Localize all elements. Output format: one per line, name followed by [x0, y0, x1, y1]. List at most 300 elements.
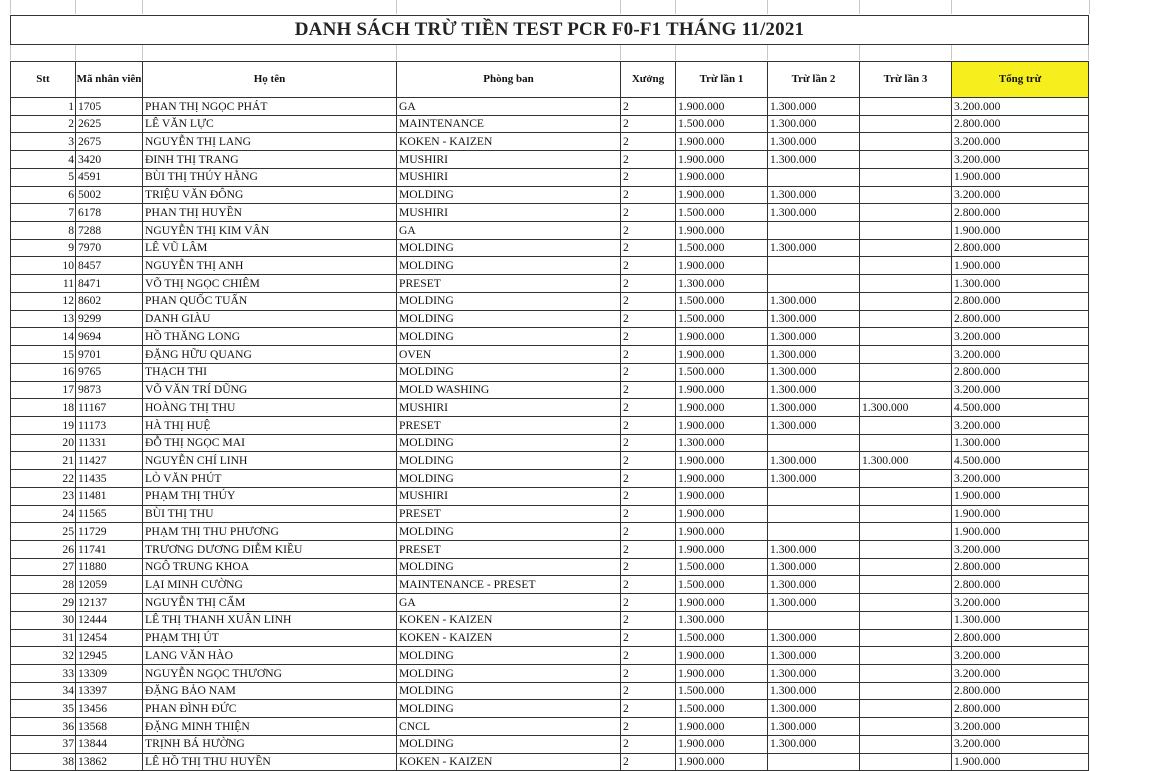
cell-stt: 11	[11, 275, 76, 293]
cell-workshop: 2	[621, 611, 676, 629]
cell-deduction-3	[860, 292, 952, 310]
cell-stt: 36	[11, 718, 76, 736]
cell-stt: 21	[11, 452, 76, 470]
cell-deduction-3	[860, 470, 952, 488]
cell-full-name: ĐẶNG HỮU QUANG	[143, 346, 397, 364]
cell-total: 2.800.000	[952, 576, 1089, 594]
cell-total: 1.300.000	[952, 275, 1089, 293]
cell-total: 3.200.000	[952, 346, 1089, 364]
cell-department: MOLDING	[397, 735, 621, 753]
cell-employee-id: 2625	[76, 115, 143, 133]
cell-deduction-2: 1.300.000	[768, 346, 860, 364]
cell-deduction-2	[768, 753, 860, 771]
cell-stt: 26	[11, 540, 76, 558]
cell-stt: 9	[11, 239, 76, 257]
cell-department: MOLDING	[397, 363, 621, 381]
cell-full-name: NGUYỄN THỊ KIM VÂN	[143, 222, 397, 240]
cell-deduction-3	[860, 523, 952, 541]
cell-department: MOLDING	[397, 292, 621, 310]
cell-department: MOLDING	[397, 647, 621, 665]
cell-total: 1.900.000	[952, 753, 1089, 771]
cell-workshop: 2	[621, 505, 676, 523]
cell-deduction-1: 1.900.000	[676, 257, 768, 275]
cell-full-name: PHAN QUỐC TUẤN	[143, 292, 397, 310]
cell-workshop: 2	[621, 647, 676, 665]
cell-deduction-1: 1.900.000	[676, 168, 768, 186]
cell-stt: 4	[11, 151, 76, 169]
cell-deduction-2: 1.300.000	[768, 151, 860, 169]
cell-workshop: 2	[621, 328, 676, 346]
cell-full-name: TRỊNH BÁ HƯỜNG	[143, 735, 397, 753]
cell-deduction-1: 1.900.000	[676, 133, 768, 151]
table-row	[11, 700, 1089, 718]
cell-deduction-3	[860, 98, 952, 116]
cell-deduction-3	[860, 151, 952, 169]
cell-deduction-2	[768, 505, 860, 523]
cell-deduction-2: 1.300.000	[768, 682, 860, 700]
cell-stt: 27	[11, 558, 76, 576]
cell-employee-id: 9873	[76, 381, 143, 399]
cell-deduction-3	[860, 558, 952, 576]
table-row	[11, 151, 1089, 169]
cell-department: GA	[397, 222, 621, 240]
cell-stt: 35	[11, 700, 76, 718]
cell-workshop: 2	[621, 576, 676, 594]
cell-full-name: ĐẶNG BẢO NAM	[143, 682, 397, 700]
cell-full-name: LÊ THỊ THANH XUÂN LINH	[143, 611, 397, 629]
cell-workshop: 2	[621, 487, 676, 505]
cell-employee-id: 11481	[76, 487, 143, 505]
cell-employee-id: 9694	[76, 328, 143, 346]
cell-stt: 17	[11, 381, 76, 399]
table-row	[11, 292, 1089, 310]
cell-deduction-3	[860, 487, 952, 505]
cell-employee-id: 12454	[76, 629, 143, 647]
cell-deduction-2	[768, 487, 860, 505]
cell-deduction-2: 1.300.000	[768, 363, 860, 381]
cell-employee-id: 13568	[76, 718, 143, 736]
table-row	[11, 328, 1089, 346]
cell-workshop: 2	[621, 151, 676, 169]
cell-department: MOLDING	[397, 257, 621, 275]
cell-deduction-1: 1.300.000	[676, 611, 768, 629]
cell-employee-id: 13309	[76, 665, 143, 683]
cell-stt: 28	[11, 576, 76, 594]
cell-stt: 23	[11, 487, 76, 505]
cell-deduction-2: 1.300.000	[768, 416, 860, 434]
cell-deduction-3	[860, 700, 952, 718]
cell-full-name: NGUYỄN NGỌC THƯƠNG	[143, 665, 397, 683]
cell-department: CNCL	[397, 718, 621, 736]
table-row	[11, 505, 1089, 523]
cell-deduction-1: 1.900.000	[676, 487, 768, 505]
cell-department: MAINTENANCE - PRESET	[397, 576, 621, 594]
cell-deduction-2: 1.300.000	[768, 647, 860, 665]
cell-total: 2.800.000	[952, 292, 1089, 310]
table-row	[11, 665, 1089, 683]
cell-total: 3.200.000	[952, 381, 1089, 399]
cell-deduction-1: 1.900.000	[676, 753, 768, 771]
cell-total: 2.800.000	[952, 239, 1089, 257]
cell-workshop: 2	[621, 629, 676, 647]
cell-employee-id: 11565	[76, 505, 143, 523]
cell-deduction-3	[860, 328, 952, 346]
cell-deduction-2: 1.300.000	[768, 718, 860, 736]
cell-deduction-3	[860, 222, 952, 240]
cell-total: 3.200.000	[952, 647, 1089, 665]
cell-stt: 19	[11, 416, 76, 434]
cell-total: 3.200.000	[952, 735, 1089, 753]
table-row	[11, 558, 1089, 576]
cell-employee-id: 7970	[76, 239, 143, 257]
cell-full-name: NGUYỄN THỊ ANH	[143, 257, 397, 275]
header-deduction-1: Trừ lần 1	[676, 62, 768, 98]
cell-deduction-3	[860, 168, 952, 186]
cell-workshop: 2	[621, 416, 676, 434]
cell-department: MOLDING	[397, 523, 621, 541]
cell-total: 3.200.000	[952, 470, 1089, 488]
cell-total: 3.200.000	[952, 665, 1089, 683]
table-row	[11, 98, 1089, 116]
cell-deduction-1: 1.900.000	[676, 399, 768, 417]
cell-full-name: LÊ VŨ LÂM	[143, 239, 397, 257]
blank-row	[10, 45, 1089, 60]
table-row	[11, 611, 1089, 629]
cell-workshop: 2	[621, 239, 676, 257]
cell-deduction-1: 1.900.000	[676, 416, 768, 434]
cell-department: MOLDING	[397, 665, 621, 683]
cell-deduction-1: 1.500.000	[676, 239, 768, 257]
cell-employee-id: 12945	[76, 647, 143, 665]
header-employee-id: Mã nhân viên	[76, 62, 143, 98]
cell-total: 3.200.000	[952, 718, 1089, 736]
cell-deduction-2: 1.300.000	[768, 735, 860, 753]
cell-deduction-1: 1.900.000	[676, 665, 768, 683]
cell-deduction-3	[860, 505, 952, 523]
cell-total: 1.900.000	[952, 523, 1089, 541]
cell-department: MOLDING	[397, 452, 621, 470]
cell-deduction-1: 1.500.000	[676, 576, 768, 594]
cell-full-name: TRIỆU VĂN ĐÔNG	[143, 186, 397, 204]
cell-deduction-3	[860, 346, 952, 364]
cell-department: MUSHIRI	[397, 168, 621, 186]
cell-workshop: 2	[621, 133, 676, 151]
cell-total: 2.800.000	[952, 363, 1089, 381]
cell-total: 2.800.000	[952, 204, 1089, 222]
cell-deduction-3	[860, 647, 952, 665]
cell-deduction-2: 1.300.000	[768, 594, 860, 612]
cell-deduction-3	[860, 753, 952, 771]
cell-total: 3.200.000	[952, 98, 1089, 116]
cell-workshop: 2	[621, 735, 676, 753]
cell-deduction-2: 1.300.000	[768, 540, 860, 558]
cell-department: MOLD WASHING	[397, 381, 621, 399]
cell-employee-id: 11167	[76, 399, 143, 417]
cell-deduction-3	[860, 275, 952, 293]
cell-deduction-3	[860, 611, 952, 629]
cell-deduction-3	[860, 204, 952, 222]
cell-deduction-1: 1.500.000	[676, 310, 768, 328]
cell-full-name: PHẠM THỊ THÚY	[143, 487, 397, 505]
cell-deduction-2	[768, 434, 860, 452]
cell-workshop: 2	[621, 310, 676, 328]
cell-workshop: 2	[621, 292, 676, 310]
cell-stt: 33	[11, 665, 76, 683]
cell-department: KOKEN - KAIZEN	[397, 629, 621, 647]
cell-department: KOKEN - KAIZEN	[397, 133, 621, 151]
header-deduction-2: Trừ lần 2	[768, 62, 860, 98]
cell-employee-id: 13862	[76, 753, 143, 771]
header-deduction-3: Trừ lần 3	[860, 62, 952, 98]
table-row	[11, 594, 1089, 612]
cell-deduction-1: 1.900.000	[676, 151, 768, 169]
cell-total: 1.300.000	[952, 434, 1089, 452]
cell-deduction-1: 1.300.000	[676, 434, 768, 452]
cell-deduction-3	[860, 133, 952, 151]
cell-deduction-2: 1.300.000	[768, 328, 860, 346]
top-gridlines	[0, 0, 1155, 14]
cell-total: 3.200.000	[952, 151, 1089, 169]
cell-employee-id: 11729	[76, 523, 143, 541]
cell-stt: 37	[11, 735, 76, 753]
cell-full-name: LÊ VĂN LỰC	[143, 115, 397, 133]
cell-workshop: 2	[621, 381, 676, 399]
cell-stt: 31	[11, 629, 76, 647]
cell-stt: 34	[11, 682, 76, 700]
cell-workshop: 2	[621, 700, 676, 718]
cell-full-name: PHẠM THỊ THU PHƯƠNG	[143, 523, 397, 541]
cell-stt: 29	[11, 594, 76, 612]
cell-full-name: LÒ VĂN PHÚT	[143, 470, 397, 488]
cell-department: MOLDING	[397, 558, 621, 576]
cell-employee-id: 3420	[76, 151, 143, 169]
cell-stt: 10	[11, 257, 76, 275]
table-row	[11, 452, 1089, 470]
cell-department: MOLDING	[397, 470, 621, 488]
cell-deduction-2: 1.300.000	[768, 292, 860, 310]
table-row	[11, 434, 1089, 452]
table-row	[11, 186, 1089, 204]
cell-full-name: NGUYỄN THỊ LANG	[143, 133, 397, 151]
cell-employee-id: 13397	[76, 682, 143, 700]
cell-department: OVEN	[397, 346, 621, 364]
cell-deduction-3	[860, 416, 952, 434]
cell-deduction-2: 1.300.000	[768, 98, 860, 116]
cell-workshop: 2	[621, 275, 676, 293]
cell-stt: 16	[11, 363, 76, 381]
cell-deduction-3	[860, 682, 952, 700]
cell-workshop: 2	[621, 540, 676, 558]
cell-deduction-2: 1.300.000	[768, 470, 860, 488]
cell-workshop: 2	[621, 186, 676, 204]
cell-deduction-1: 1.900.000	[676, 505, 768, 523]
table-row	[11, 168, 1089, 186]
table-row	[11, 523, 1089, 541]
cell-deduction-1: 1.900.000	[676, 540, 768, 558]
cell-employee-id: 11880	[76, 558, 143, 576]
cell-deduction-1: 1.900.000	[676, 328, 768, 346]
cell-full-name: LẠI MINH CƯỜNG	[143, 576, 397, 594]
cell-total: 1.300.000	[952, 611, 1089, 629]
cell-employee-id: 8457	[76, 257, 143, 275]
cell-full-name: DANH GIÀU	[143, 310, 397, 328]
cell-deduction-2: 1.300.000	[768, 204, 860, 222]
cell-department: MOLDING	[397, 700, 621, 718]
cell-department: MUSHIRI	[397, 204, 621, 222]
cell-deduction-2	[768, 257, 860, 275]
cell-stt: 6	[11, 186, 76, 204]
cell-deduction-3	[860, 594, 952, 612]
cell-department: MOLDING	[397, 310, 621, 328]
cell-stt: 1	[11, 98, 76, 116]
cell-total: 1.900.000	[952, 257, 1089, 275]
cell-total: 2.800.000	[952, 115, 1089, 133]
cell-department: PRESET	[397, 416, 621, 434]
cell-stt: 24	[11, 505, 76, 523]
cell-total: 4.500.000	[952, 399, 1089, 417]
cell-employee-id: 12137	[76, 594, 143, 612]
cell-employee-id: 9765	[76, 363, 143, 381]
cell-deduction-1: 1.900.000	[676, 718, 768, 736]
cell-stt: 32	[11, 647, 76, 665]
cell-employee-id: 11173	[76, 416, 143, 434]
cell-stt: 12	[11, 292, 76, 310]
cell-department: MOLDING	[397, 682, 621, 700]
cell-deduction-3	[860, 115, 952, 133]
cell-total: 3.200.000	[952, 416, 1089, 434]
table-body	[11, 98, 1089, 771]
cell-total: 1.900.000	[952, 487, 1089, 505]
table-row	[11, 647, 1089, 665]
cell-workshop: 2	[621, 682, 676, 700]
cell-employee-id: 9701	[76, 346, 143, 364]
cell-department: GA	[397, 98, 621, 116]
cell-deduction-3	[860, 540, 952, 558]
cell-deduction-1: 1.500.000	[676, 558, 768, 576]
cell-deduction-3	[860, 718, 952, 736]
cell-workshop: 2	[621, 222, 676, 240]
table-row	[11, 363, 1089, 381]
cell-full-name: NGÔ TRUNG KHOA	[143, 558, 397, 576]
cell-deduction-1: 1.500.000	[676, 700, 768, 718]
cell-full-name: NGUYỄN THỊ CẨM	[143, 594, 397, 612]
cell-deduction-3	[860, 629, 952, 647]
cell-department: MOLDING	[397, 239, 621, 257]
cell-total: 2.800.000	[952, 629, 1089, 647]
cell-department: PRESET	[397, 275, 621, 293]
cell-stt: 20	[11, 434, 76, 452]
cell-deduction-2: 1.300.000	[768, 381, 860, 399]
table-row	[11, 310, 1089, 328]
cell-total: 1.900.000	[952, 505, 1089, 523]
cell-department: MAINTENANCE	[397, 115, 621, 133]
cell-deduction-1: 1.900.000	[676, 98, 768, 116]
cell-employee-id: 11741	[76, 540, 143, 558]
table-row	[11, 576, 1089, 594]
cell-deduction-3	[860, 381, 952, 399]
cell-total: 2.800.000	[952, 700, 1089, 718]
cell-workshop: 2	[621, 665, 676, 683]
table-row	[11, 133, 1089, 151]
cell-total: 3.200.000	[952, 186, 1089, 204]
cell-full-name: PHAN ĐÌNH ĐỨC	[143, 700, 397, 718]
header-department: Phòng ban	[397, 62, 621, 98]
cell-department: MUSHIRI	[397, 487, 621, 505]
cell-deduction-3: 1.300.000	[860, 399, 952, 417]
deduction-table	[10, 61, 1089, 771]
cell-deduction-3	[860, 665, 952, 683]
cell-full-name: HÀ THỊ HUỆ	[143, 416, 397, 434]
cell-workshop: 2	[621, 257, 676, 275]
cell-employee-id: 13456	[76, 700, 143, 718]
cell-deduction-3: 1.300.000	[860, 452, 952, 470]
cell-deduction-2: 1.300.000	[768, 239, 860, 257]
cell-total: 3.200.000	[952, 540, 1089, 558]
cell-deduction-1: 1.900.000	[676, 470, 768, 488]
cell-deduction-3	[860, 257, 952, 275]
cell-workshop: 2	[621, 98, 676, 116]
table-row	[11, 629, 1089, 647]
cell-stt: 13	[11, 310, 76, 328]
header-workshop: Xưởng	[621, 62, 676, 98]
cell-deduction-1: 1.900.000	[676, 594, 768, 612]
cell-total: 1.900.000	[952, 168, 1089, 186]
cell-deduction-2: 1.300.000	[768, 558, 860, 576]
cell-stt: 38	[11, 753, 76, 771]
cell-deduction-3	[860, 434, 952, 452]
table-row	[11, 718, 1089, 736]
table-row	[11, 682, 1089, 700]
cell-department: PRESET	[397, 540, 621, 558]
table-row	[11, 257, 1089, 275]
cell-deduction-2	[768, 523, 860, 541]
cell-workshop: 2	[621, 523, 676, 541]
cell-department: MOLDING	[397, 328, 621, 346]
cell-full-name: VÕ THỊ NGỌC CHIÊM	[143, 275, 397, 293]
cell-workshop: 2	[621, 753, 676, 771]
table-row	[11, 239, 1089, 257]
cell-workshop: 2	[621, 204, 676, 222]
cell-deduction-2	[768, 168, 860, 186]
cell-deduction-2	[768, 611, 860, 629]
cell-full-name: HỒ THĂNG LONG	[143, 328, 397, 346]
cell-total: 4.500.000	[952, 452, 1089, 470]
cell-employee-id: 1705	[76, 98, 143, 116]
cell-deduction-2: 1.300.000	[768, 629, 860, 647]
table-row	[11, 222, 1089, 240]
header-total: Tổng trừ	[952, 62, 1089, 98]
table-row	[11, 346, 1089, 364]
cell-full-name: LANG VĂN HÀO	[143, 647, 397, 665]
cell-deduction-1: 1.900.000	[676, 186, 768, 204]
sheet-title: DANH SÁCH TRỪ TIỀN TEST PCR F0-F1 THÁNG 11/2021	[10, 15, 1089, 45]
cell-full-name: ĐỖ THỊ NGỌC MAI	[143, 434, 397, 452]
cell-total: 2.800.000	[952, 682, 1089, 700]
cell-employee-id: 2675	[76, 133, 143, 151]
cell-department: KOKEN - KAIZEN	[397, 753, 621, 771]
cell-deduction-3	[860, 576, 952, 594]
cell-full-name: ĐẶNG MINH THIỆN	[143, 718, 397, 736]
cell-deduction-1: 1.500.000	[676, 292, 768, 310]
cell-full-name: PHẠM THỊ ÚT	[143, 629, 397, 647]
cell-full-name: PHAN THỊ HUYỀN	[143, 204, 397, 222]
table-row	[11, 735, 1089, 753]
cell-stt: 14	[11, 328, 76, 346]
cell-total: 3.200.000	[952, 328, 1089, 346]
cell-stt: 3	[11, 133, 76, 151]
cell-deduction-3	[860, 186, 952, 204]
cell-deduction-2	[768, 222, 860, 240]
